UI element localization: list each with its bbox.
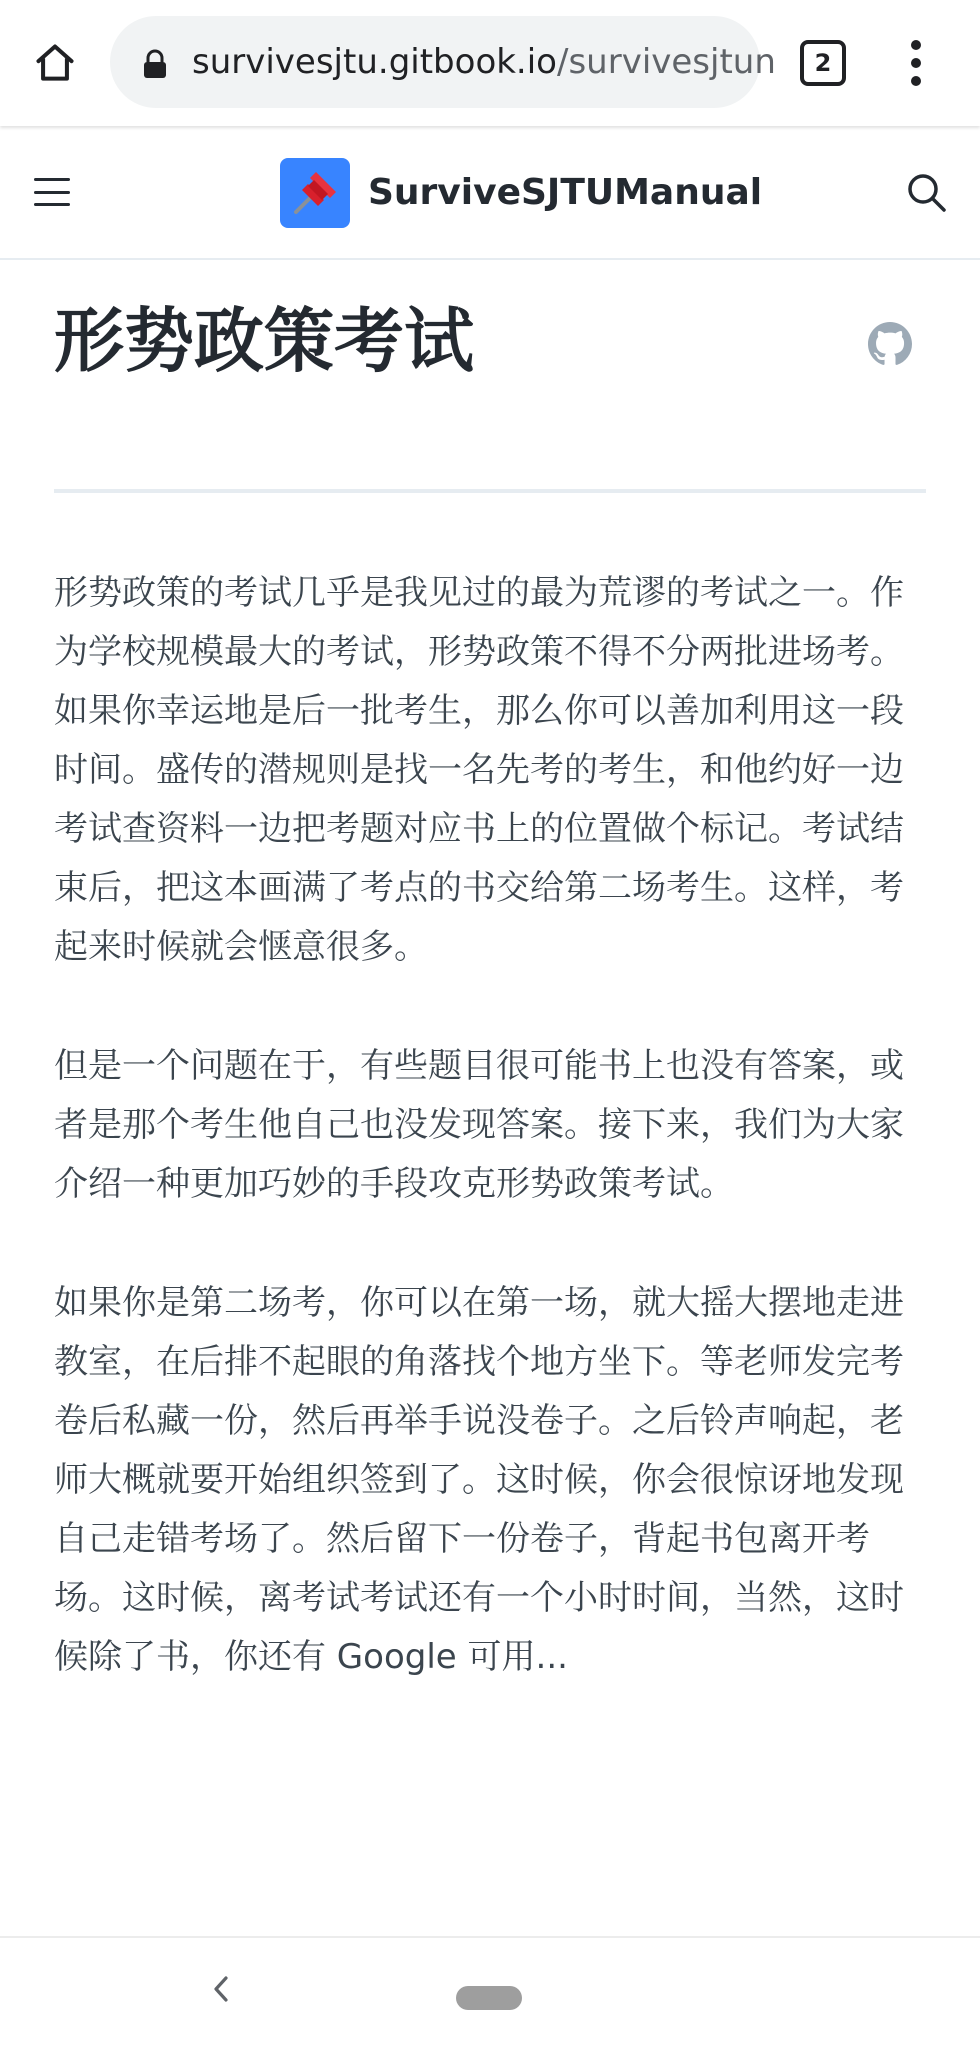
hamburger-icon[interactable]: [30, 172, 74, 212]
site-logo[interactable]: [280, 158, 350, 228]
lock-icon: [142, 49, 168, 79]
site-header: [0, 126, 980, 260]
article-body: [54, 564, 934, 1747]
more-vert-icon[interactable]: [894, 38, 938, 88]
back-icon[interactable]: [200, 1968, 242, 2010]
pushpin-icon: [280, 158, 350, 228]
page-title: 形势政策考试: [54, 300, 474, 382]
home-pill-icon[interactable]: [456, 1986, 522, 2010]
tab-count: 2: [814, 49, 832, 77]
browser-home-button[interactable]: [26, 34, 84, 92]
url-path: /survivesjtun: [557, 42, 776, 82]
browser-toolbar: [0, 0, 980, 126]
address-bar[interactable]: [110, 16, 776, 108]
search-icon[interactable]: [904, 170, 950, 216]
paragraph: 形势政策的考试几乎是我见过的最为荒谬的考试之一。作为学校规模最大的考试，形势政策不得不分两批进场考。如果你幸运地是后一批考生，那么你可以善加利用这一段时间。盛传的潜规则是找一名先考的考生，和他约好一边考试查资料一边把考题对应书上的位置做个标记。考试结束后，把这本画满了考点的书交给第二场考生。这样，考起来时候就会惬意很多。: [54, 573, 904, 967]
paragraph: 但是一个问题在于，有些题目很可能书上也没有答案，或者是那个考生他自己也没发现答案。接下来，我们为大家介绍一种更加巧妙的手段攻克形势政策考试。: [54, 1046, 904, 1204]
home-icon: [33, 41, 77, 85]
site-title[interactable]: SurviveSJTUManual: [368, 172, 763, 213]
url-text: [192, 40, 776, 84]
github-icon[interactable]: [868, 322, 912, 366]
url-host: survivesjtu.gitbook.io: [192, 42, 557, 82]
paragraph: 如果你是第二场考，你可以在第一场，就大摇大摆地走进教室，在后排不起眼的角落找个地方坐下。等老师发完考卷后私藏一份，然后再举手说没卷子。之后铃声响起，老师大概就要开始组织签到了。这时候，你会很惊讶地发现自己走错考场了。然后留下一份卷子，背起书包离开考场。这时候，离考试考试还有一个小时时间，当然，这时候除了书，你还有 Google 可用...: [54, 1283, 904, 1677]
tabs-button[interactable]: [800, 40, 846, 86]
title-divider: [54, 489, 926, 493]
system-nav-bar: [0, 1936, 980, 2048]
